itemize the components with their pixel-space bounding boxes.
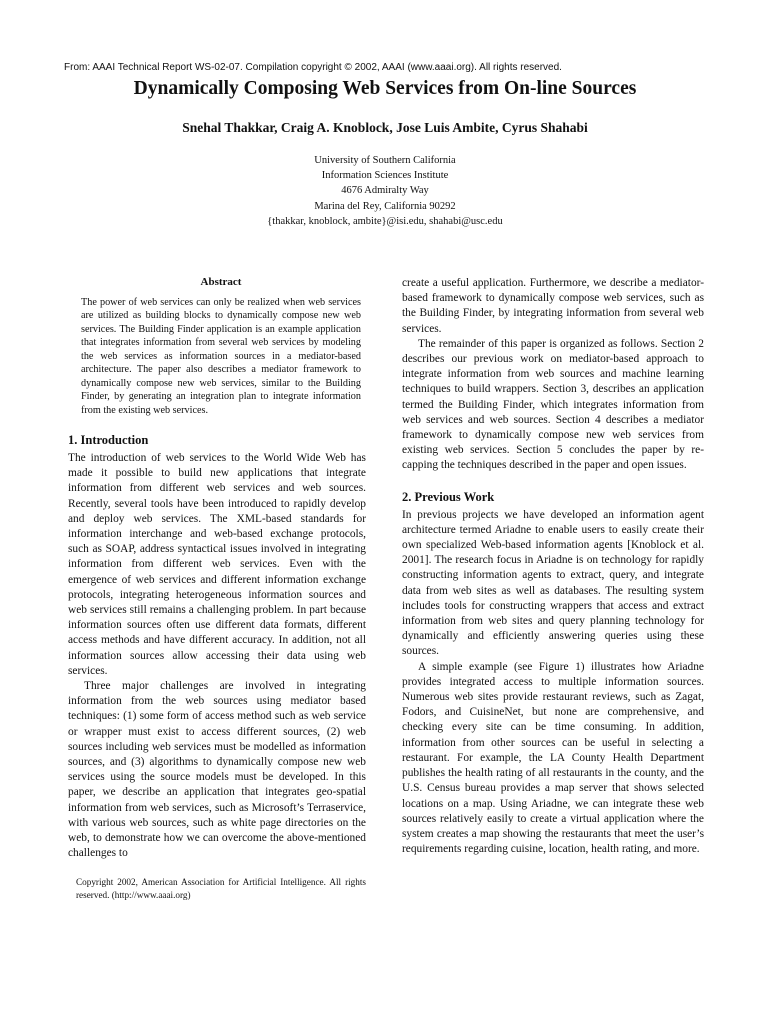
affiliation-emails: {thakkar, knoblock, ambite}@isi.edu, shahabi@usc.edu bbox=[267, 215, 503, 227]
affiliation-city: Marina del Rey, California 90292 bbox=[314, 200, 456, 212]
intro-continued-paragraph: create a useful application. Furthermore, we describe a mediator-based framework to dynamically compose web services, such as the Building Finder, by integrating information from several web services. bbox=[402, 277, 704, 335]
section-heading-introduction: 1. Introduction bbox=[68, 433, 149, 447]
previous-work-paragraph-1: In previous projects we have developed an information agent architecture termed Ariadne to enable users to easily create their own specialized Web-based information agents [Knoblock et al. 2001]. The research focus in Ariadne is on technology for rapidly constructing information agents to extract, query, and integrate data from web sites as well as databases. The resulting system includes tools for constructing wrappers that access and extract information from web sites and query planning technology for dynamically and efficiently answering queries using these sources. bbox=[402, 508, 704, 658]
abstract-section bbox=[81, 276, 361, 417]
affiliation-block bbox=[0, 153, 770, 229]
introduction-paragraph-2: Three major challenges are involved in integrating information from the web sources using mediator based techniques: (1) some form of access method such as web service or wrapper must exist to access different sources, (2) web sources including web services must be modelled as information sources, and (3) algorithms to dynamically compose new web services using the source models must be developed. In this paper, we describe an application that integrates geo-spatial information from web services, such as Microsoft’s Terraservice, with various web sources, such as white page directories on the web, to demonstrate how we can overcome the above-mentioned challenges to bbox=[68, 680, 366, 860]
abstract-text: The power of web services can only be realized when web services are utilized as building blocks to dynamically compose new web services. The Building Finder application is an example application that integrates information from several web services by modeling the web services as information sources in a mediator-based architecture. The paper also describes a mediator framework to dynamically compose new web services, similar to the Building Finder, by generating an integration plan to integrate information from the existing web services. bbox=[81, 296, 361, 416]
paper-title: Dynamically Composing Web Services from On-line Sources bbox=[133, 78, 637, 99]
affiliation-street: 4676 Admiralty Way bbox=[341, 185, 429, 197]
left-column bbox=[68, 276, 366, 861]
right-column bbox=[402, 276, 704, 857]
affiliation-institute: Information Sciences Institute bbox=[321, 170, 449, 182]
affiliation-university: University of Southern California bbox=[314, 155, 456, 166]
paper-outline-paragraph: The remainder of this paper is organized as follows. Section 2 describes our previous work on mediator-based approach to integrate information from web sources and machine learning techniques to build wrappers. Section 3, describes an application termed the Building Finder, which integrates information from web services and web sources. Section 4 describes a mediator framework to dynamically compose new web services from existing web services. Section 5 concludes the paper by re-capping the techniques described in the paper and open issues. bbox=[402, 337, 704, 472]
copyright-footnote: Copyright 2002, American Association for Artificial Intelligence. All rights reserved. (http://www.aaai.org) bbox=[76, 877, 366, 900]
section-heading-previous-work: 2. Previous Work bbox=[402, 489, 495, 504]
abstract-heading: Abstract bbox=[200, 276, 242, 288]
copyright-header-note: From: AAAI Technical Report WS-02-07. Compilation copyright © 2002, AAAI (www.aaai.org). All rights reserved. bbox=[64, 62, 562, 73]
previous-work-paragraph-2: A simple example (see Figure 1) illustrates how Ariadne provides integrated access to multiple information sources. Numerous web sites provide restaurant reviews, such as Zagat, Fodors, and CuisineNet, but none are comprehensive, and checking every site can be time consuming. In addition, information from other sources can be useful in selecting a restaurant. For example, the LA County Health Department publishes the health rating of all restaurants in the county, and the U.S. Census bureau provides a map server that shows selected locations on a map. Using Ariadne, we can integrate these web sources relatively easily to create a virtual application where the system creates a map showing the restaurants that meet the user’s requirements regarding cuisine, location, health rating, and more. bbox=[402, 660, 704, 856]
introduction-paragraph-1: The introduction of web services to the World Wide Web has made it possible to build new applications that integrate information from different web services and web sources. Recently, several tools have been introduced to rapidly develop and deploy web services. The XML-based standards for information interchange and web-based exchange protocols, such as SOAP, address syntactical issues involved in integrating information from different web services. Even with the emergence of web services and different information exchange protocols, integrating heterogeneous information sources and web services still remains a challenging problem. In part because information sources often use different data formats, different access methods and have different accuracy. In addition, not all information sources allow accessing their data using web services. bbox=[68, 452, 366, 677]
author-list: Snehal Thakkar, Craig A. Knoblock, Jose Luis Ambite, Cyrus Shahabi bbox=[182, 120, 588, 135]
